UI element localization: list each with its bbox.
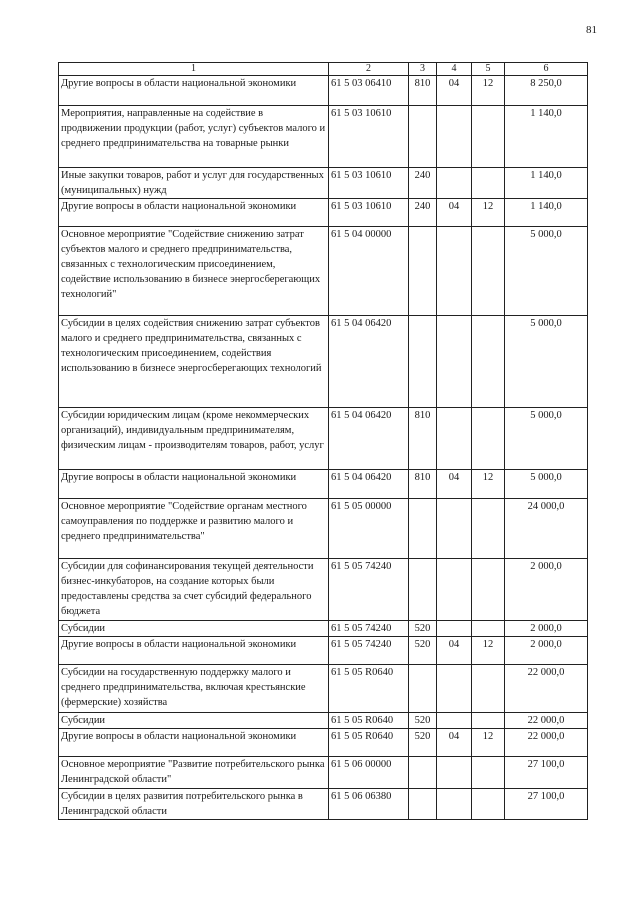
row-pr	[472, 499, 505, 559]
row-pr: 12	[472, 470, 505, 499]
row-pr	[472, 168, 505, 199]
table-row	[59, 637, 588, 665]
row-rz	[437, 227, 472, 316]
row-pr	[472, 789, 505, 820]
row-pr	[472, 227, 505, 316]
row-amount: 22 000,0	[505, 729, 588, 757]
row-amount: 5 000,0	[505, 227, 588, 316]
row-vr	[409, 227, 437, 316]
table-row	[59, 106, 588, 168]
row-code: 61 5 03 10610	[329, 106, 409, 168]
row-amount: 2 000,0	[505, 621, 588, 637]
row-name: Другие вопросы в области национальной экономики	[59, 76, 329, 106]
row-pr	[472, 316, 505, 408]
row-vr: 520	[409, 637, 437, 665]
row-name: Субсидии в целях содействия снижению затрат субъектов малого и среднего предпринимательства, связанных с технологическим присоединением, содействия использованию в бизнесе энергосберегающих технологий	[59, 316, 329, 408]
table-row	[59, 729, 588, 757]
row-name: Другие вопросы в области национальной экономики	[59, 637, 329, 665]
table-row	[59, 757, 588, 789]
table-row	[59, 713, 588, 729]
row-rz	[437, 559, 472, 621]
row-vr	[409, 757, 437, 789]
row-rz	[437, 316, 472, 408]
row-code: 61 5 03 10610	[329, 168, 409, 199]
column-header: 5	[472, 63, 505, 76]
page-number: 81	[586, 24, 597, 36]
row-code: 61 5 06 00000	[329, 757, 409, 789]
row-amount: 2 000,0	[505, 637, 588, 665]
row-pr: 12	[472, 76, 505, 106]
row-vr: 240	[409, 199, 437, 227]
table-row	[59, 789, 588, 820]
row-rz	[437, 499, 472, 559]
row-pr: 12	[472, 199, 505, 227]
row-code: 61 5 05 R0640	[329, 713, 409, 729]
row-code: 61 5 04 06420	[329, 408, 409, 470]
row-vr: 520	[409, 713, 437, 729]
row-pr	[472, 665, 505, 713]
row-vr: 810	[409, 470, 437, 499]
row-name: Мероприятия, направленные на содействие в продвижении продукции (работ, услуг) субъектов малого и среднего предпринимательства на товарные рынки	[59, 106, 329, 168]
row-vr	[409, 665, 437, 713]
row-rz	[437, 789, 472, 820]
table-row	[59, 621, 588, 637]
row-code: 61 5 04 06420	[329, 316, 409, 408]
row-pr: 12	[472, 729, 505, 757]
row-rz: 04	[437, 637, 472, 665]
table-row	[59, 199, 588, 227]
row-code: 61 5 05 00000	[329, 499, 409, 559]
row-pr	[472, 408, 505, 470]
row-rz	[437, 168, 472, 199]
row-vr	[409, 106, 437, 168]
row-vr: 520	[409, 621, 437, 637]
row-vr: 810	[409, 408, 437, 470]
table-row	[59, 227, 588, 316]
row-name: Субсидии на государственную поддержку малого и среднего предпринимательства, включая крестьянские (фермерские) хозяйства	[59, 665, 329, 713]
row-rz: 04	[437, 729, 472, 757]
row-rz	[437, 757, 472, 789]
row-rz	[437, 665, 472, 713]
row-pr	[472, 106, 505, 168]
row-code: 61 5 05 74240	[329, 621, 409, 637]
row-pr	[472, 713, 505, 729]
row-pr	[472, 757, 505, 789]
column-header: 1	[59, 63, 329, 76]
row-name: Субсидии для софинансирования текущей деятельности бизнес-инкубаторов, на создание которых были предоставлены средства за счет субсидий федерального бюджета	[59, 559, 329, 621]
row-code: 61 5 03 06410	[329, 76, 409, 106]
row-name: Субсидии юридическим лицам (кроме некоммерческих организаций), индивидуальным предпринимателям, физическим лицам - производителям товаров, работ, услуг	[59, 408, 329, 470]
row-code: 61 5 03 10610	[329, 199, 409, 227]
row-vr	[409, 789, 437, 820]
row-amount: 5 000,0	[505, 408, 588, 470]
row-name: Субсидии в целях развития потребительского рынка в Ленинградской области	[59, 789, 329, 820]
row-vr	[409, 559, 437, 621]
row-vr	[409, 316, 437, 408]
row-rz	[437, 713, 472, 729]
row-code: 61 5 05 R0640	[329, 665, 409, 713]
row-code: 61 5 05 74240	[329, 637, 409, 665]
row-name: Основное мероприятие "Содействие органам местного самоуправления по поддержке и развитию малого и среднего предпринимательства"	[59, 499, 329, 559]
row-pr: 12	[472, 637, 505, 665]
column-header: 2	[329, 63, 409, 76]
row-name: Другие вопросы в области национальной экономики	[59, 470, 329, 499]
table-row	[59, 168, 588, 199]
table-header-row	[59, 63, 588, 76]
row-rz: 04	[437, 76, 472, 106]
row-amount: 1 140,0	[505, 106, 588, 168]
table-row	[59, 316, 588, 408]
row-name: Другие вопросы в области национальной экономики	[59, 729, 329, 757]
row-amount: 5 000,0	[505, 470, 588, 499]
row-amount: 22 000,0	[505, 713, 588, 729]
row-amount: 27 100,0	[505, 757, 588, 789]
row-code: 61 5 06 06380	[329, 789, 409, 820]
row-amount: 8 250,0	[505, 76, 588, 106]
row-pr	[472, 621, 505, 637]
row-code: 61 5 04 00000	[329, 227, 409, 316]
column-header: 6	[505, 63, 588, 76]
table-row	[59, 76, 588, 106]
row-name: Другие вопросы в области национальной экономики	[59, 199, 329, 227]
column-header: 3	[409, 63, 437, 76]
row-vr: 810	[409, 76, 437, 106]
row-code: 61 5 05 R0640	[329, 729, 409, 757]
row-vr: 520	[409, 729, 437, 757]
row-name: Субсидии	[59, 621, 329, 637]
row-name: Основное мероприятие "Содействие снижению затрат субъектов малого и среднего предпринимательства, связанных с технологическим присоединением, содействие использованию в бизнесе энергосберегающих технологий"	[59, 227, 329, 316]
table-row	[59, 470, 588, 499]
row-code: 61 5 04 06420	[329, 470, 409, 499]
row-amount: 27 100,0	[505, 789, 588, 820]
budget-table	[58, 62, 588, 820]
row-amount: 1 140,0	[505, 199, 588, 227]
row-amount: 24 000,0	[505, 499, 588, 559]
row-rz	[437, 408, 472, 470]
row-code: 61 5 05 74240	[329, 559, 409, 621]
column-header: 4	[437, 63, 472, 76]
row-rz	[437, 106, 472, 168]
table-row	[59, 559, 588, 621]
row-amount: 22 000,0	[505, 665, 588, 713]
row-vr	[409, 499, 437, 559]
row-pr	[472, 559, 505, 621]
table-row	[59, 408, 588, 470]
row-name: Основное мероприятие "Развитие потребительского рынка Ленинградской области"	[59, 757, 329, 789]
table-row	[59, 665, 588, 713]
row-amount: 1 140,0	[505, 168, 588, 199]
row-amount: 5 000,0	[505, 316, 588, 408]
table-row	[59, 499, 588, 559]
row-rz: 04	[437, 470, 472, 499]
row-name: Иные закупки товаров, работ и услуг для государственных (муниципальных) нужд	[59, 168, 329, 199]
row-amount: 2 000,0	[505, 559, 588, 621]
row-name: Субсидии	[59, 713, 329, 729]
row-rz	[437, 621, 472, 637]
row-rz: 04	[437, 199, 472, 227]
row-vr: 240	[409, 168, 437, 199]
